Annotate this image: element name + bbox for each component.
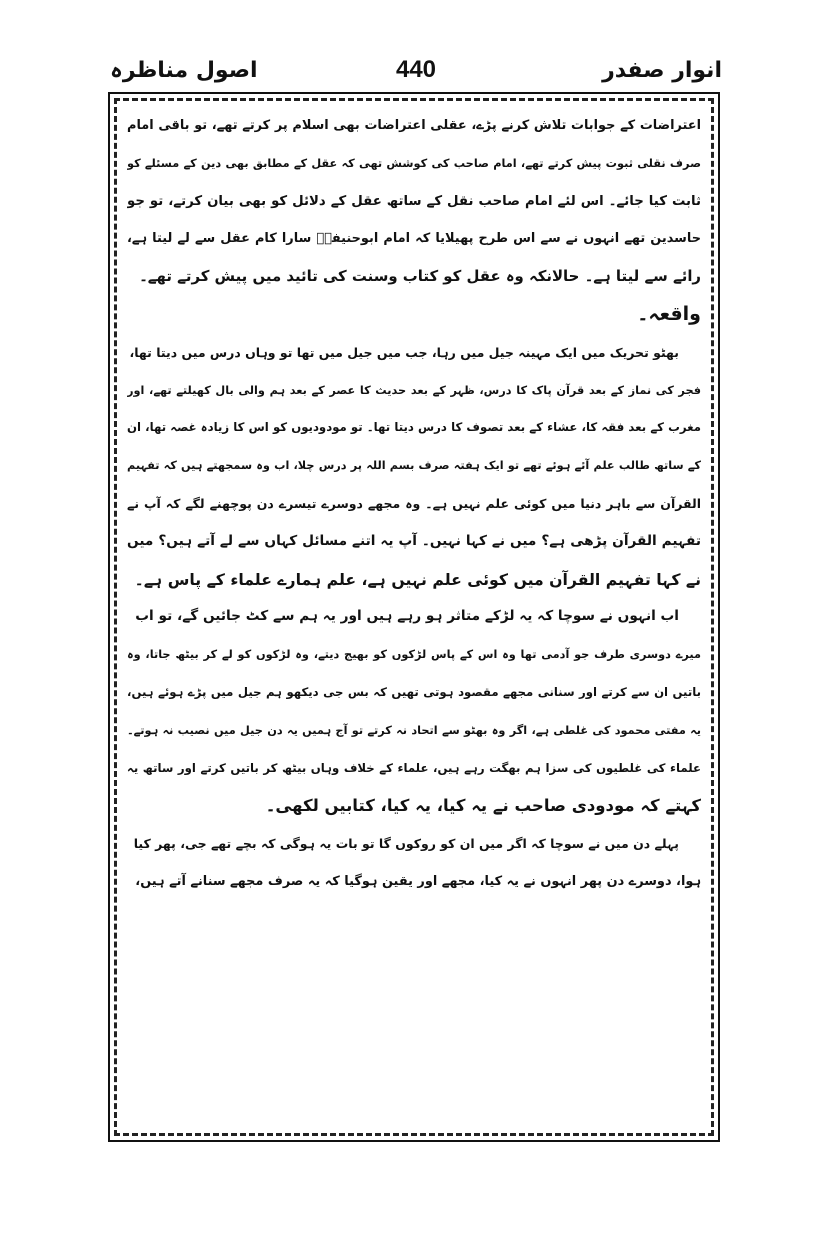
text-line: میرے دوسری طرف جو آدمی تھا وہ اس کے پاس لڑکوں کو بھیج دیتے، وہ لڑکوں کو لے کر بیٹھ جاتا، وہ	[127, 648, 701, 662]
text-line: تفہیم القرآن پڑھی ہے؟ میں نے کہا نہیں۔ آپ یہ اتنے مسائل کہاں سے لے آتے ہیں؟ میں	[127, 532, 701, 549]
text-line: کے ساتھ طالب علم آئے ہوئے تھے تو ایک ہفتہ صرف بسم اللہ پر درس چلا، اب وہ سمجھتے ہیں کہ تفہیم	[127, 459, 701, 473]
text-line: پہلے دن میں نے سوچا کہ اگر میں ان کو روکوں گا تو بات یہ ہوگی کہ بچے تھے جی، پھر کیا	[133, 836, 679, 852]
page-border-frame	[108, 92, 720, 1142]
text-line: مغرب کے بعد فقہ کا، عشاء کے بعد تصوف کا درس دیتا تھا۔ تو مودودیوں کو اس کا زیادہ غصہ تھا، ان	[127, 420, 701, 435]
text-line: یہ مفتی محمود کی غلطی ہے، اگر وہ بھٹو سے اتحاد نہ کرتے تو آج ہمیں یہ دن جیل میں نصیب نہ ہوتے۔	[127, 723, 701, 737]
text-line: فجر کی نماز کے بعد قرآن پاک کا درس، ظہر کے بعد حدیث کا عصر کے بعد ہم والی بال کھیلتے تھے، اور	[127, 383, 701, 397]
text-line: رائے سے لیتا ہے۔ حالانکہ وہ عقل کو کتاب وسنت کی تائید میں پیش کرتے تھے۔	[139, 267, 701, 286]
text-line: القرآن سے باہر دنیا میں کوئی علم نہیں ہے۔ وہ مجھے دوسرے تیسرے دن پوچھنے لگے کہ آپ نے	[127, 495, 701, 511]
text-line: علماء کی غلطیوں کی سزا ہم بھگت رہے ہیں، علماء کے خلاف وہاں بیٹھ کر باتیں کرتے اور ساتھ یہ	[127, 760, 701, 775]
text-line: اعتراضات کے جوابات تلاش کرنے پڑے، عقلی اعتراضات بھی اسلام پر کرتے تھے، تو باقی امام	[127, 118, 701, 133]
text-line: بھٹو تحریک میں ایک مہینہ جیل میں رہا، جب میں جیل میں تھا تو وہاں درس میں دیتا تھا،	[129, 344, 679, 360]
book-title: انوار صفدر	[602, 58, 722, 83]
page-header	[110, 52, 722, 92]
text-line: کہتے کہ مودودی صاحب نے یہ کیا، یہ کیا، کتابیں لکھی۔	[265, 796, 701, 816]
page-number: 440	[395, 56, 437, 83]
page-body-text	[114, 98, 714, 1136]
text-line: نے کہا تفہیم القرآن میں کوئی علم نہیں ہے، علم ہمارے علماء کے پاس ہے۔	[134, 569, 701, 589]
text-line: ثابت کیا جائے۔ اس لئے امام صاحب نقل کے ساتھ عقل کے دلائل کو بھی بیان کرتے، تو جو	[127, 193, 701, 209]
text-line: ہوا، دوسرے دن پھر انہوں نے یہ کیا، مجھے اور یقین ہوگیا کہ یہ صرف مجھے سنانے آتے ہیں،	[135, 873, 701, 889]
chapter-title: اصول مناظرہ	[110, 58, 258, 83]
text-line: صرف نقلی ثبوت پیش کرتے تھے، امام صاحب کی کوشش تھی کہ عقل کے مطابق بھی دین کے مسئلے کو	[127, 156, 701, 170]
section-heading: واقعہ۔	[637, 302, 701, 325]
text-line: حاسدین تھے انہوں نے سے اس طرح پھیلایا کہ امام ابوحنیفہؒ سارا کام عقل سے لے لیتا ہے،	[127, 231, 701, 247]
text-line: اب انہوں نے سوچا کہ یہ لڑکے متاثر ہو رہے ہیں اور یہ ہم سے کٹ جائیں گے، تو اب	[135, 608, 679, 625]
text-line: باتیں ان سے کرتے اور سنانی مجھے مقصود ہوتی تھیں کہ بس جی دیکھو ہم جیل میں پڑے ہوئے ہیں،	[127, 684, 701, 699]
